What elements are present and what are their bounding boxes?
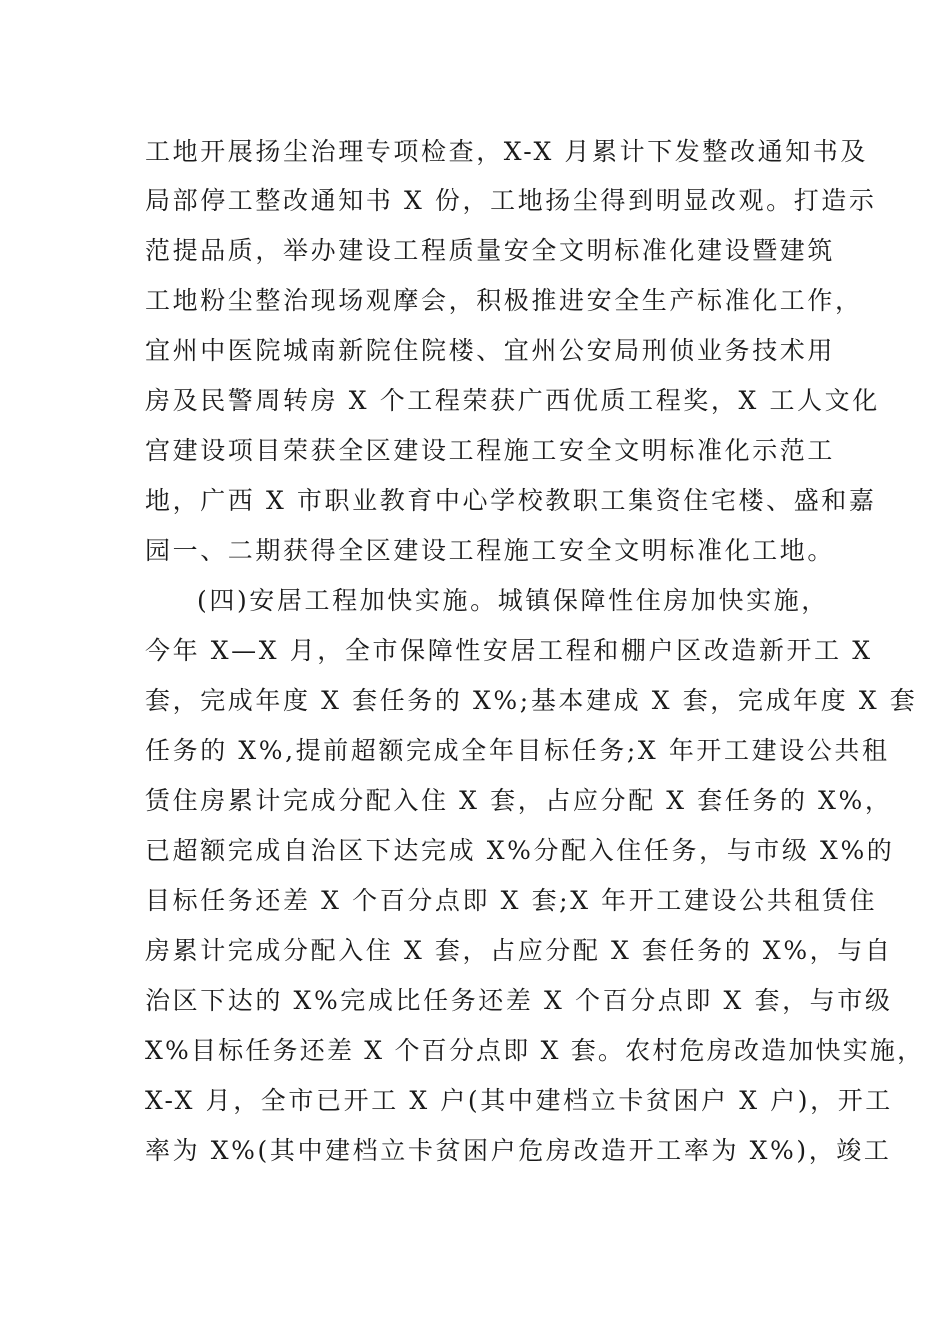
text-line-20: X-X 月，全市已开工 X 户(其中建档立卡贫困户 X 户)，开工 — [145, 1086, 893, 1115]
text-line-16: 目标任务还差 X 个百分点即 X 套;X 年开工建设公共租赁住 — [145, 886, 878, 915]
text-line-1: 工地开展扬尘治理专项检查，X-X 月累计下发整改通知书及 — [145, 137, 869, 166]
text-line-11: 今年 X—X 月，全市保障性安居工程和棚户区改造新开工 X — [145, 636, 873, 665]
text-line-13: 任务的 X%,提前超额完成全年目标任务;X 年开工建设公共租 — [145, 736, 890, 765]
text-line-3: 范提品质，举办建设工程质量安全文明标准化建设暨建筑 — [145, 236, 836, 265]
text-line-21: 率为 X%(其中建档立卡贫困户危房改造开工率为 X%)，竣工 — [145, 1136, 892, 1165]
text-line-4: 工地粉尘整治现场观摩会，积极推进安全生产标准化工作， — [145, 286, 863, 315]
text-line-2: 局部停工整改通知书 X 份，工地扬尘得到明显改观。打造示 — [145, 186, 877, 215]
text-line-9: 园一、二期获得全区建设工程施工安全文明标准化工地。 — [145, 536, 836, 565]
text-line-12: 套，完成年度 X 套任务的 X%;基本建成 X 套，完成年度 X 套 — [145, 686, 918, 715]
text-line-8: 地，广西 X 市职业教育中心学校教职工集资住宅楼、盛和嘉 — [145, 486, 877, 515]
section-heading-line: (四)安居工程加快实施。城镇保障性住房加快实施， — [197, 586, 829, 615]
text-line-7: 宫建设项目荣获全区建设工程施工安全文明标准化示范工 — [145, 436, 836, 465]
text-line-19: X%目标任务还差 X 个百分点即 X 套。农村危房改造加快实施， — [145, 1036, 925, 1065]
text-line-15: 已超额完成自治区下达完成 X%分配入住任务，与市级 X%的 — [145, 836, 895, 865]
text-line-6: 房及民警周转房 X 个工程荣获广西优质工程奖，X 工人文化 — [145, 386, 880, 415]
text-line-18: 治区下达的 X%完成比任务还差 X 个百分点即 X 套，与市级 — [145, 986, 893, 1015]
text-line-17: 房累计完成分配入住 X 套，占应分配 X 套任务的 X%，与自 — [145, 936, 893, 965]
text-line-5: 宜州中医院城南新院住院楼、宜州公安局刑侦业务技术用 — [145, 336, 836, 365]
text-line-14: 赁住房累计完成分配入住 X 套，占应分配 X 套任务的 X%， — [145, 786, 893, 815]
